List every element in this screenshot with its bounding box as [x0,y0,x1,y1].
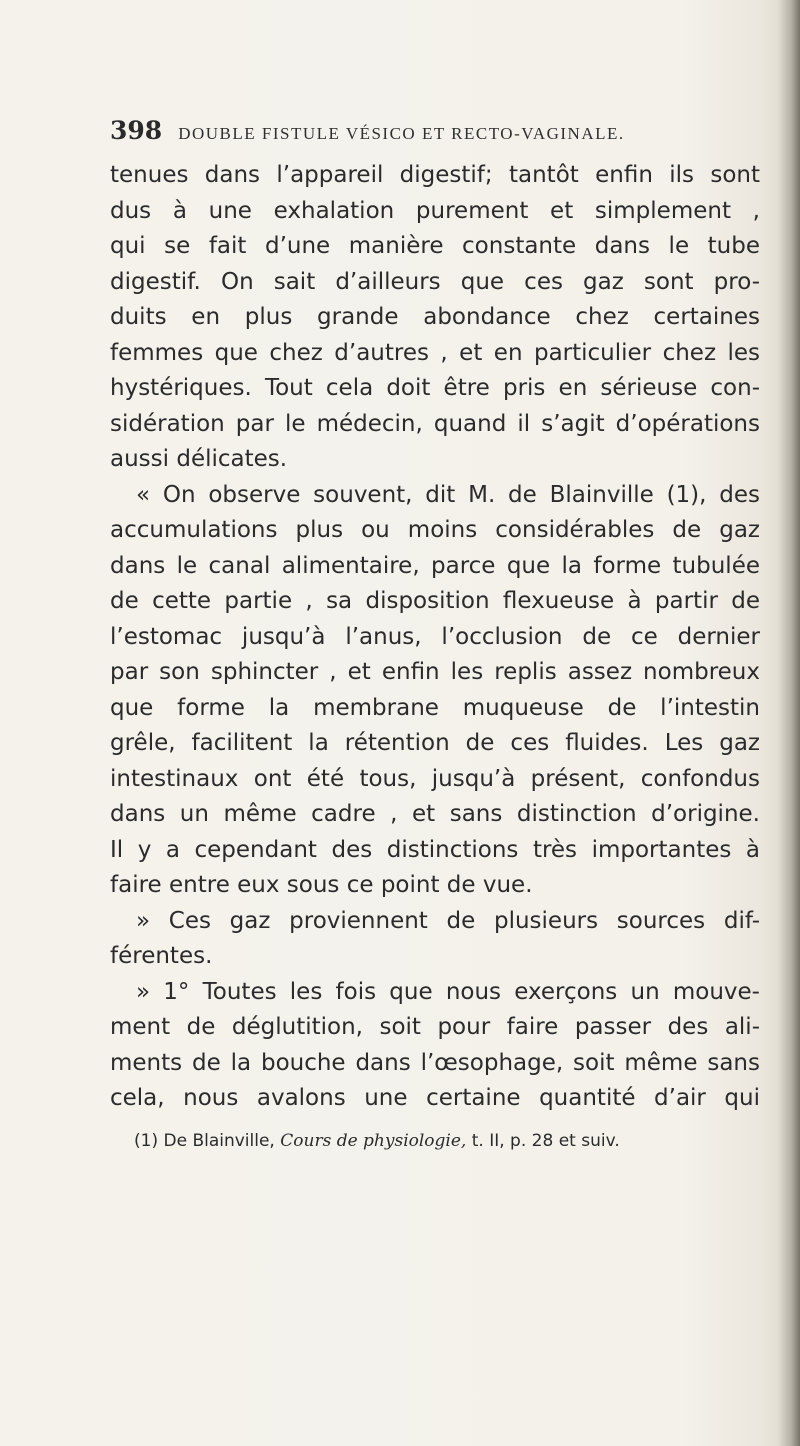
page-header [110,116,750,146]
text-line: aussi délicates. [110,446,288,472]
text-line: » 1° Toutes les fois que nous exerçons un mouve- [136,978,760,1005]
text-line: l’estomac jusqu’à l’anus, l’occlusion de ce dernier [110,623,760,650]
text-line: grêle, facilitent la rétention de ces fluides. Les gaz [110,730,760,756]
text-line: tenues dans l’appareil digestif; tantôt enfin ils sont [110,162,760,188]
text-line: intestinaux ont été tous, jusqu’à présent, confondus [110,765,760,792]
text-line: cela, nous avalons une certaine quantité d’air qui [110,1085,760,1111]
footnote-title: Cours de physiologie, [280,1131,467,1151]
text-line: dus à une exhalation purement et simplement , [110,197,760,224]
text-line: digestif. On sait d’ailleurs que ces gaz sont pro- [110,268,760,295]
body-text [110,158,760,1117]
text-line: « On observe souvent, dit M. de Blainville (1), des [136,481,760,508]
text-line: hystériques. Tout cela doit être pris en sérieuse con- [110,375,760,401]
text-line: accumulations plus ou moins considérables de gaz [110,517,760,543]
running-title: DOUBLE FISTULE VÉSICO ET RECTO-VAGINALE. [178,124,625,143]
text-line: dans le canal alimentaire, parce que la forme tubulée [110,552,760,579]
footnote-reference: t. II, p. 28 et suiv. [471,1131,620,1151]
text-line: par son sphincter , et enfin les replis assez nombreux [110,659,760,685]
text-line: sidération par le médecin, quand il s’agit d’opérations [110,410,760,437]
footnote-marker: (1) De Blainville, [134,1131,275,1151]
text-line: Il y a cependant des distinctions très importantes à [110,836,760,863]
text-line: dans un même cadre , et sans distinction d’origine. [110,801,760,827]
text-line: femmes que chez d’autres , et en particulier chez les [110,339,760,366]
footnote [134,1131,754,1151]
page-edge-shadow [778,0,800,1446]
text-line: ment de déglutition, soit pour faire passer des ali- [110,1014,760,1040]
text-line: » Ces gaz proviennent de plusieurs sources dif- [136,907,760,934]
text-line: que forme la membrane muqueuse de l’intestin [110,694,760,721]
text-line: faire entre eux sous ce point de vue. [110,872,533,898]
page-number: 398 [110,116,163,145]
text-line: de cette partie , sa disposition flexueuse à partir de [110,588,760,614]
text-line: férentes. [110,943,213,969]
text-line: qui se fait d’une manière constante dans le tube [110,233,760,259]
text-line: ments de la bouche dans l’œsophage, soit même sans [110,1049,760,1076]
text-line: duits en plus grande abondance chez certaines [110,304,760,330]
